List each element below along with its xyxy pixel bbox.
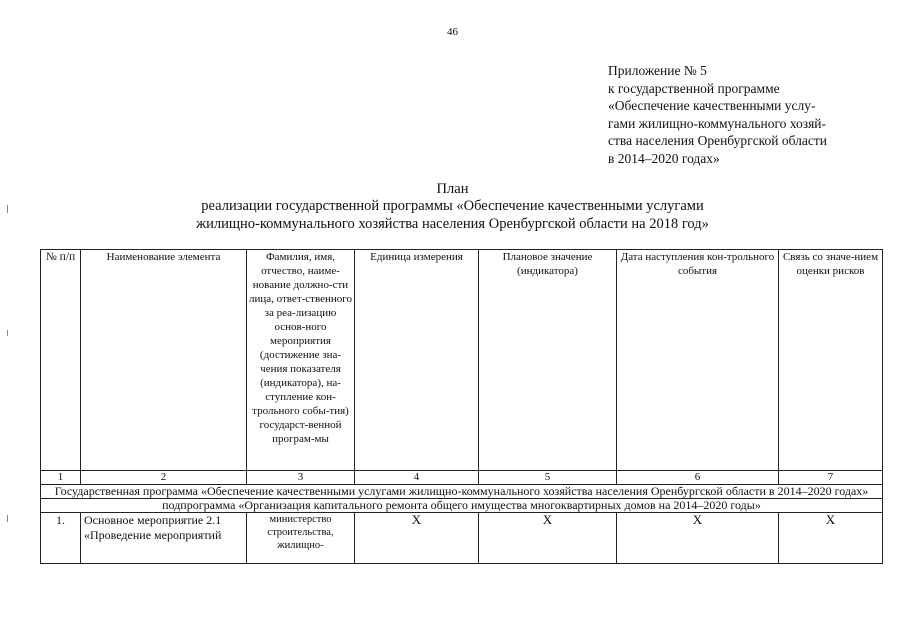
row-plan: X: [479, 513, 617, 564]
scan-edge-mark: [7, 205, 8, 213]
column-number: 4: [355, 471, 479, 485]
appendix-block: [608, 62, 827, 167]
row-risk: X: [779, 513, 883, 564]
header-unit: Единица измерения: [355, 250, 479, 471]
column-number: 7: [779, 471, 883, 485]
plan-subtitle-line-1: реализации государственной программы «Обеспечение качественными услугами: [201, 198, 704, 214]
table-row: [41, 513, 883, 564]
row-unit: X: [355, 513, 479, 564]
column-number-row: [41, 471, 883, 485]
column-number: 2: [81, 471, 247, 485]
plan-title: План: [436, 181, 469, 197]
appendix-line: гами жилищно-коммунального хозяй-: [608, 115, 827, 131]
program-title-cell: Государственная программа «Обеспечение качественными услугами жилищно-коммунального хозяйства населения Оренбургской области в 2014–2020 годах»: [41, 485, 883, 499]
header-control-date: Дата наступления кон-трольного события: [617, 250, 779, 471]
subprogram-row: [41, 499, 883, 513]
program-row: [41, 485, 883, 499]
header-planned-value: Плановое значение (индикатора): [479, 250, 617, 471]
header-num: № п/п: [41, 250, 81, 471]
row-responsible: министерство строительства, жилищно-: [247, 513, 355, 564]
appendix-line: в 2014–2020 годах»: [608, 150, 720, 166]
plan-table: [40, 249, 883, 564]
column-number: 3: [247, 471, 355, 485]
page-number: 46: [447, 26, 458, 38]
subprogram-title-cell: подпрограмма «Организация капитального ремонта общего имущества многоквартирных домов на 2014–2020 годы»: [41, 499, 883, 513]
table-header-row: [41, 250, 883, 471]
header-element-name: Наименование элемента: [81, 250, 247, 471]
row-date: X: [617, 513, 779, 564]
appendix-line: Приложение № 5: [608, 63, 707, 78]
appendix-line: к государственной программе: [608, 80, 780, 96]
column-number: 6: [617, 471, 779, 485]
appendix-line: «Обеспечение качественными услу-: [608, 98, 816, 113]
plan-subtitle-line-2: жилищно-коммунального хозяйства населения Оренбургской области на 2018 год»: [196, 216, 709, 232]
header-risk-link: Связь со значе-нием оценки рисков: [779, 250, 883, 471]
scan-edge-mark: [7, 515, 8, 522]
column-number: 1: [41, 471, 81, 485]
row-name: Основное мероприятие 2.1 «Проведение мероприятий: [81, 513, 247, 564]
scan-edge-mark: [7, 330, 8, 336]
column-number: 5: [479, 471, 617, 485]
appendix-line: ства населения Оренбургской области: [608, 133, 828, 148]
row-number: 1.: [41, 513, 81, 564]
header-responsible: Фамилия, имя, отчество, наиме-нование должно-сти лица, ответ-ственного за реа-лизацию основ-ного мероприятия (достижение зна-чения показателя (индикатора), на-ступление кон-трольного собы-тия) государст-венной програм-мы: [247, 250, 355, 471]
